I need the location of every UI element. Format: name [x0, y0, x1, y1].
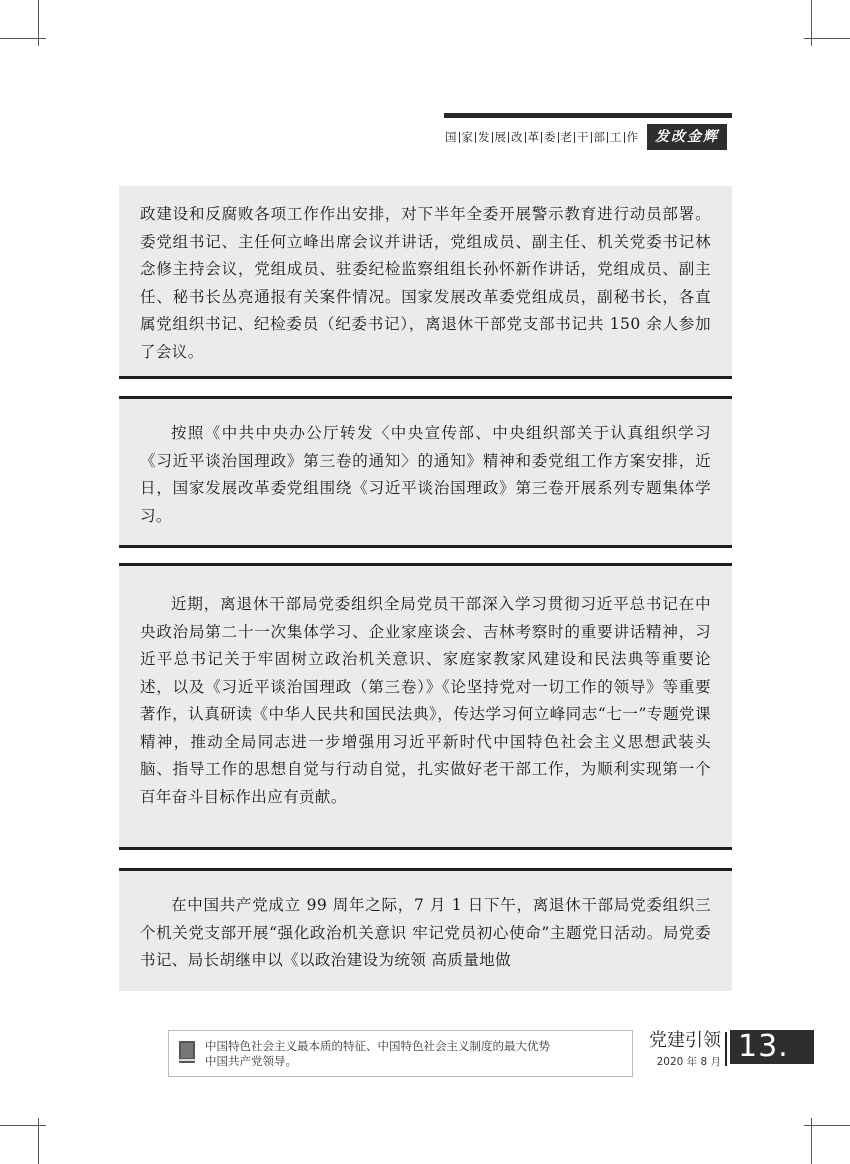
- paragraph: 在中国共产党成立 99 周年之际，7 月 1 日下午，离退休干部局党委组织三个机关党支部开展“强化政治机关意识 牢记党员初心使命”主题党日活动。局党委书记、局长胡继申以《以政治建设为统领 高质量地做: [140, 896, 711, 969]
- section-divider: [119, 847, 732, 850]
- footer-quote-text: [205, 1039, 625, 1069]
- section-divider: [119, 545, 732, 548]
- page-header: [444, 124, 727, 150]
- header-char: 作: [626, 130, 638, 144]
- magazine-brand: [641, 1030, 721, 1069]
- news-section: [119, 868, 732, 991]
- header-char: 干: [577, 130, 589, 144]
- news-section: [119, 186, 732, 377]
- news-section: [119, 563, 732, 848]
- header-char: 老: [560, 130, 572, 144]
- paragraph: 政建设和反腐败各项工作作出安排，对下半年全委开展警示教育进行动员部署。委党组书记、主任何立峰出席会议并讲话，党组成员、副主任、机关党委书记林念修主持会议，党组成员、驻委纪检监察组组长孙怀新作讲话，党组成员、副主任、秘书长丛亮通报有关案件情况。国家发展改革委党组成员，副秘书长，各直属党组织书记、纪检委员（纪委书记），离退休干部党支部书记共 150 余人参加了会议。: [140, 205, 711, 361]
- header-char: 国: [445, 130, 457, 144]
- section-divider: [119, 376, 732, 379]
- paragraph: 按照《中共中央办公厅转发〈中央宣传部、中央组织部关于认真组织学习《习近平谈治国理政》第三卷的通知〉的通知》精神和委党组工作方案安排，近日，国家发展改革委党组围绕《习近平谈治国理政》第三卷开展系列专题集体学习。: [140, 424, 711, 525]
- footer-divider: [725, 1032, 727, 1066]
- section-divider: [119, 868, 732, 871]
- magazine-title: 党建引领: [649, 1030, 721, 1051]
- page-number: 13.: [730, 1030, 814, 1064]
- header-char: 革: [527, 130, 539, 144]
- header-char: 部: [593, 130, 605, 144]
- section-divider: [119, 396, 732, 399]
- header-char: 工: [610, 130, 622, 144]
- footer-quote-line: 中国共产党领导。: [205, 1054, 297, 1068]
- header-char: 改: [511, 130, 523, 144]
- header-char: 委: [544, 130, 556, 144]
- issue-date: 2020 年 8 月: [656, 1056, 721, 1068]
- header-rule: [444, 113, 732, 118]
- header-brand-logo: 发改金辉: [647, 124, 727, 150]
- header-char: 家: [461, 130, 473, 144]
- header-char: 发: [478, 130, 490, 144]
- footer-quote-line: 中国特色社会主义最本质的特征、中国特色社会主义制度的最大优势: [205, 1039, 550, 1053]
- news-section: [119, 396, 732, 546]
- header-subtitle: [444, 129, 639, 145]
- header-char: 展: [494, 130, 506, 144]
- paragraph: 近期，离退休干部局党委组织全局党员干部深入学习贯彻习近平总书记在中央政治局第二十一次集体学习、企业家座谈会、吉林考察时的重要讲话精神，习近平总书记关于牢固树立政治机关意识、家庭家教家风建设和民法典等重要论述，以及《习近平谈治国理政（第三卷）》《论坚持党对一切工作的领导》等重要著作，认真研读《中华人民共和国民法典》，传达学习何立峰同志“七一”专题党课精神，推动全局同志进一步增强用习近平新时代中国特色社会主义思想武装头脑、指导工作的思想自觉与行动自觉，扎实做好老干部工作，为顺利实现第一个百年奋斗目标作出应有贡献。: [140, 595, 711, 806]
- section-divider: [119, 563, 732, 566]
- book-icon: [178, 1040, 196, 1064]
- footer-quote: [168, 1030, 633, 1077]
